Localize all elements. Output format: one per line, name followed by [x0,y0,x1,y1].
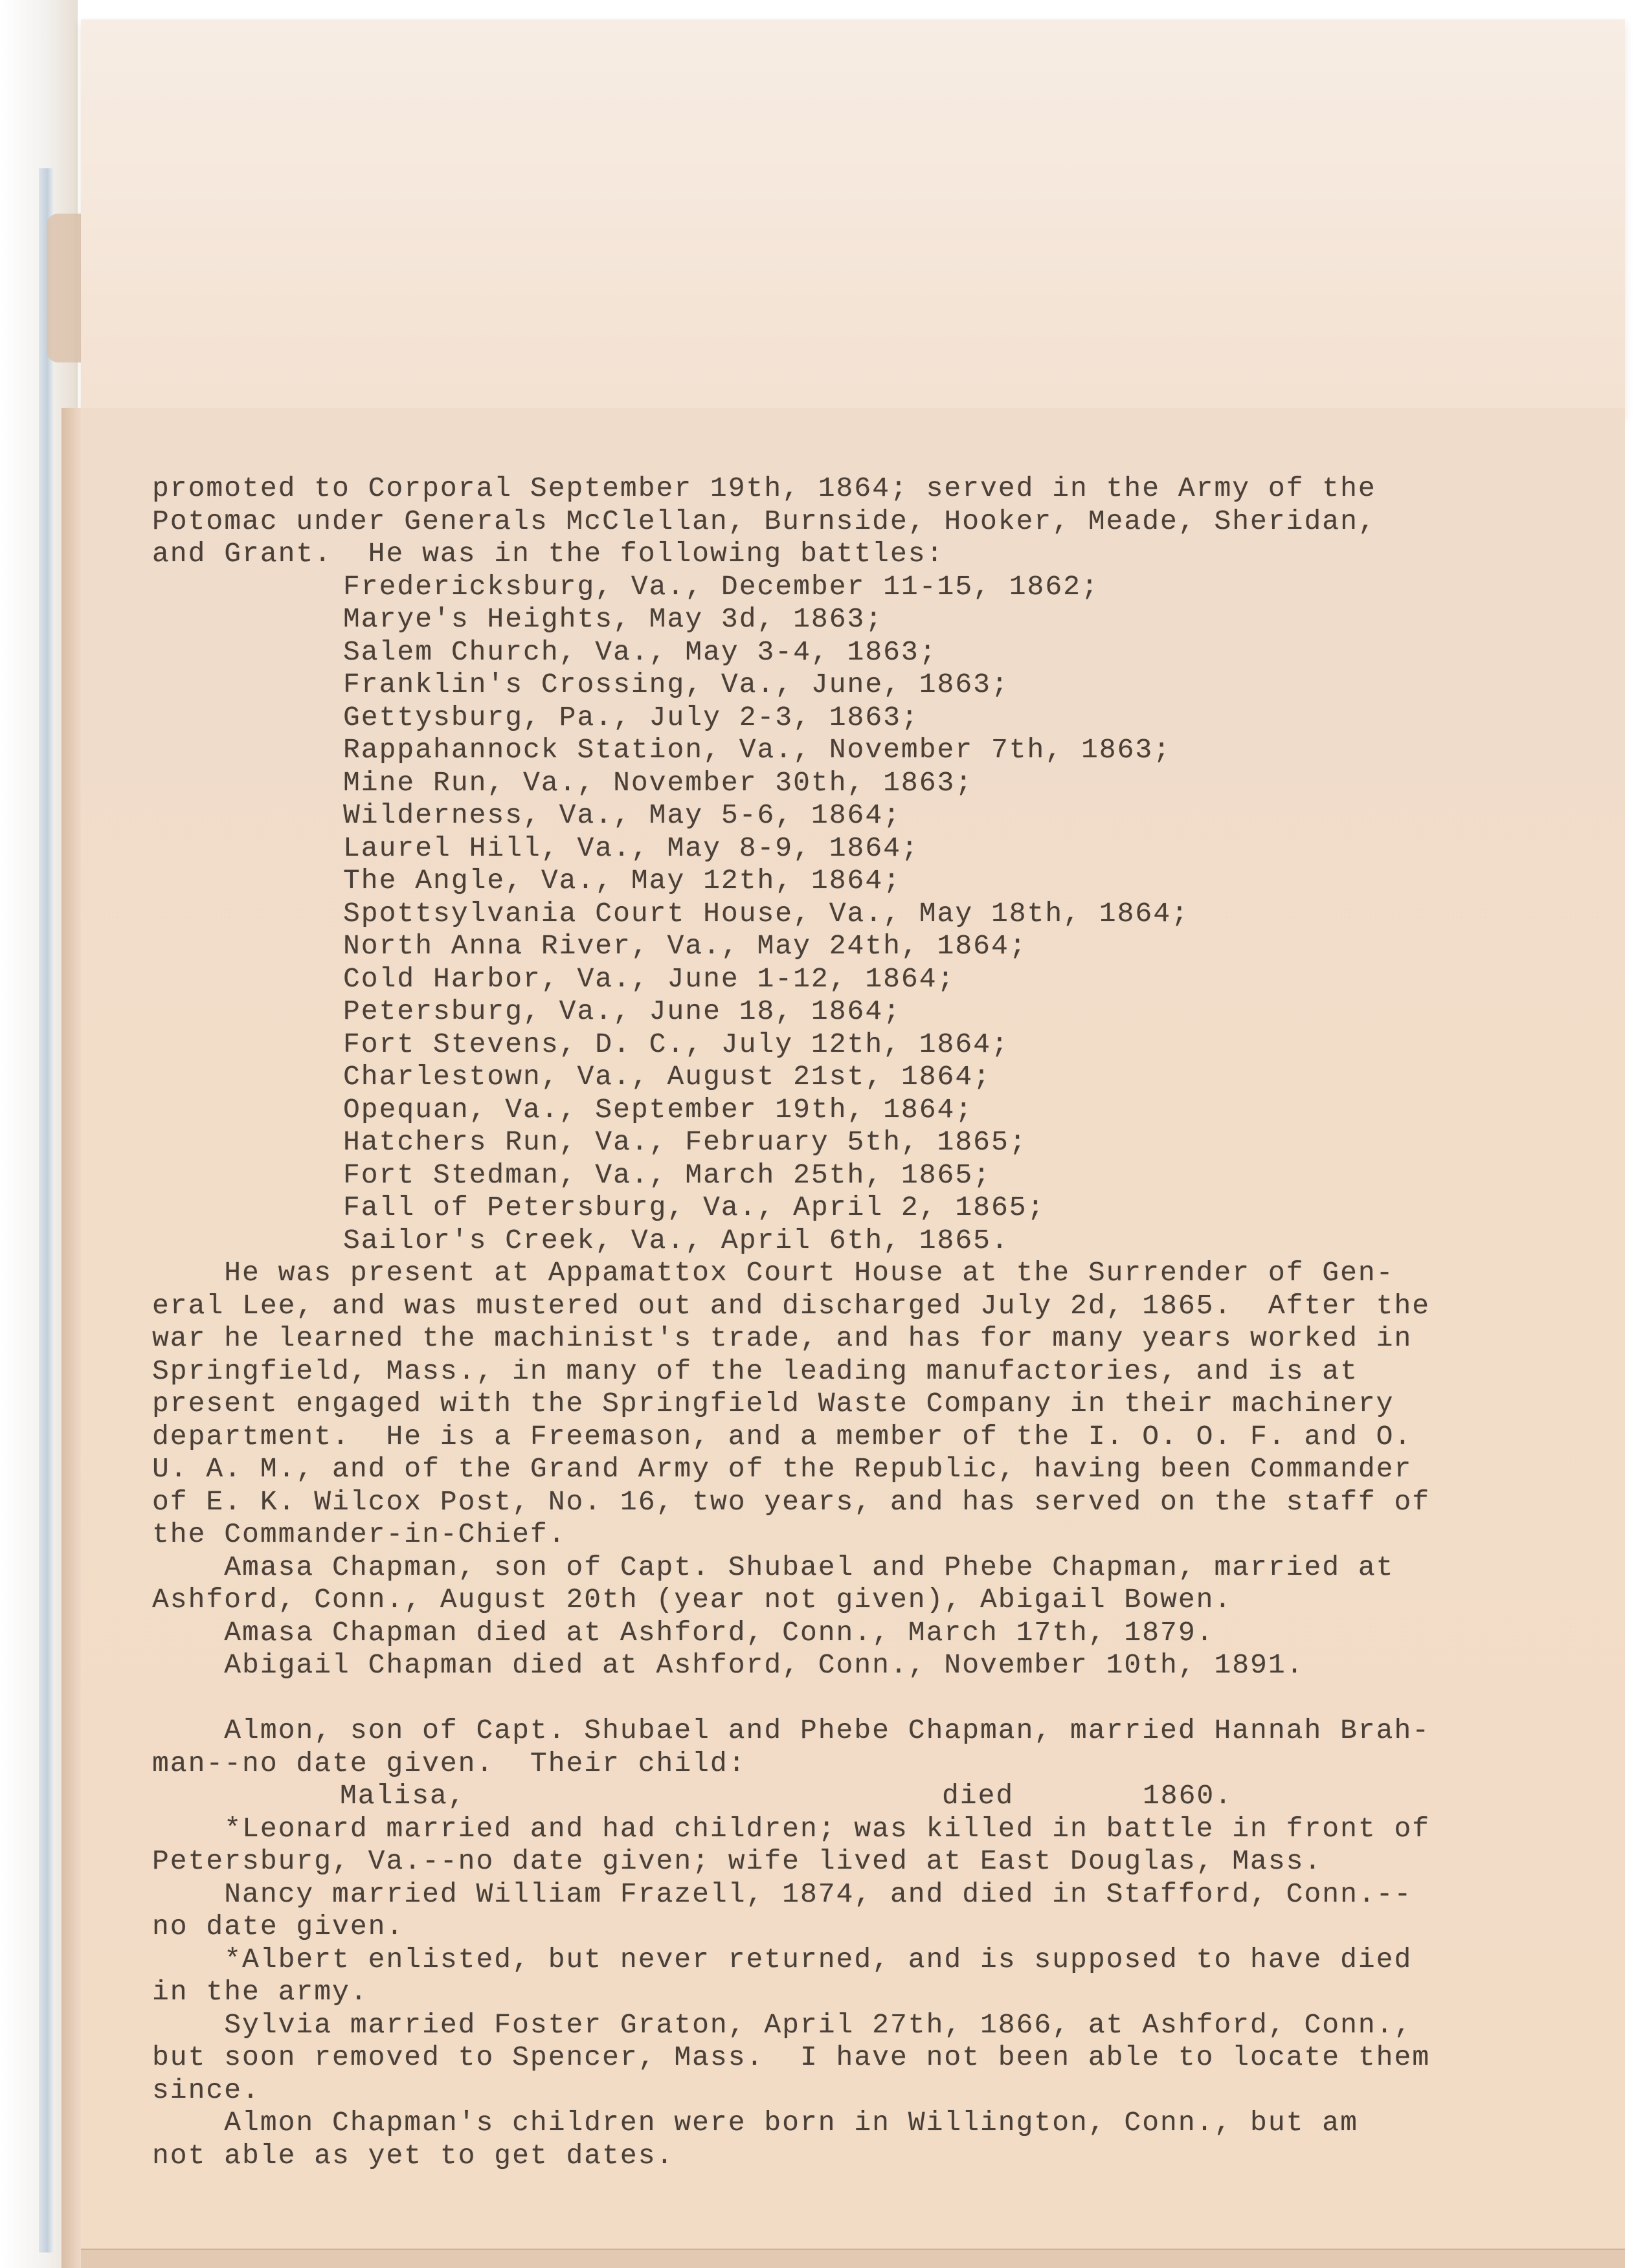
text-line: Potomac under Generals McClellan, Burnside, Hooker, Meade, Sheridan, [152,505,1376,537]
battle-item: Sailor's Creek, Va., April 6th, 1865. [343,1224,1009,1256]
battle-item: Fredericksburg, Va., December 11-15, 1862; [343,570,1099,603]
battle-item: The Angle, Va., May 12th, 1864; [343,865,901,896]
child-entry [152,1780,1596,1813]
battle-item: Marye's Heights, May 3d, 1863; [343,603,884,635]
text-line: promoted to Corporal September 19th, 1864; served in the Army of the [152,472,1376,504]
battle-item: Fort Stevens, D. C., July 12th, 1864; [343,1028,1009,1060]
text-line: U. A. M., and of the Grand Army of the Republic, having been Commander [152,1453,1413,1485]
battle-item: Franklin's Crossing, Va., June, 1863; [343,669,1009,700]
battle-list [152,571,1596,1258]
text-line: man--no date given. Their child: [152,1747,746,1779]
text-line: Abigail Chapman died at Ashford, Conn., November 10th, 1891. [152,1649,1305,1681]
battle-item: North Anna River, Va., May 24th, 1864; [343,930,1027,962]
intro-block [152,472,1596,571]
text-line: present engaged with the Springfield Waste Company in their machinery [152,1388,1395,1419]
text-line: department. He is a Freemason, and a member of the I. O. O. F. and O. [152,1420,1413,1452]
battle-item: Wilderness, Va., May 5-6, 1864; [343,799,901,831]
text-line: Springfield, Mass., in many of the leading manufactories, and is at [152,1355,1358,1387]
text-line: the Commander-in-Chief. [152,1518,566,1550]
battle-item: Opequan, Va., September 19th, 1864; [343,1093,974,1126]
battle-item: Salem Church, Va., May 3-4, 1863; [343,636,937,668]
text-line: of E. K. Wilcox Post, No. 16, two years, and has served on the staff of [152,1485,1431,1518]
text-line: in the army. [152,1976,368,2008]
text-line: Petersburg, Va.--no date given; wife lived at East Douglas, Mass. [152,1845,1323,1877]
typed-text [152,472,1596,2172]
battle-item: Cold Harbor, Va., June 1-12, 1864; [343,962,956,995]
text-line: Amasa Chapman, son of Capt. Shubael and Phebe Chapman, married at [152,1551,1395,1583]
children-paragraphs [152,1813,1596,2173]
text-line: but soon removed to Spencer, Mass. I have not been able to locate them [152,2041,1431,2073]
battle-item: Hatchers Run, Va., February 5th, 1865; [343,1126,1027,1158]
battle-item: Rappahannock Station, Va., November 7th, 1863; [343,734,1171,766]
child-died-year: 1860. [1143,1780,1233,1812]
text-line: war he learned the machinist's trade, and has for many years worked in [152,1322,1413,1354]
amasa-paragraph [152,1551,1596,1682]
text-line: no date given. [152,1911,405,1942]
text-line: and Grant. He was in the following battles: [152,538,945,570]
battle-item: Petersburg, Va., June 18, 1864; [343,995,901,1027]
battle-item: Fort Stedman, Va., March 25th, 1865; [343,1159,991,1191]
blank-line [152,1682,1596,1715]
folded-top-sheet [81,19,1625,416]
battle-item: Mine Run, Va., November 30th, 1863; [343,766,974,799]
next-page-edge [81,2249,1625,2268]
battle-item: Laurel Hill, Va., May 8-9, 1864; [343,832,919,864]
text-line: Ashford, Conn., August 20th (year not given), Abigail Bowen. [152,1584,1233,1616]
text-line: *Leonard married and had children; was killed in battle in front of [152,1812,1431,1845]
text-line: since. [152,2074,260,2106]
text-line: eral Lee, and was mustered out and discharged July 2d, 1865. After the [152,1289,1431,1322]
battle-item: Gettysburg, Pa., July 2-3, 1863; [343,701,919,733]
text-line: not able as yet to get dates. [152,2139,675,2172]
text-line: *Albert enlisted, but never returned, and is supposed to have died [152,1943,1413,1975]
text-line: Sylvia married Foster Graton, April 27th, 1866, at Ashford, Conn., [152,2008,1413,2041]
text-line: He was present at Appamattox Court House at the Surrender of Gen- [152,1257,1395,1289]
battle-item: Charlestown, Va., August 21st, 1864; [343,1061,991,1093]
battle-item: Spottsylvania Court House, Va., May 18th, 1864; [343,897,1189,929]
battle-item: Fall of Petersburg, Va., April 2, 1865; [343,1192,1046,1223]
text-line: Amasa Chapman died at Ashford, Conn., March 17th, 1879. [152,1616,1215,1649]
child-name: Malisa, [340,1780,466,1812]
almon-paragraph [152,1715,1596,1813]
service-paragraph [152,1257,1596,1551]
text-line: Nancy married William Frazell, 1874, and died in Stafford, Conn.-- [152,1878,1413,1910]
child-died-label: died [942,1780,1014,1812]
text-line: Almon, son of Capt. Shubael and Phebe Chapman, married Hannah Brah- [152,1715,1431,1746]
text-line: Almon Chapman's children were born in Willington, Conn., but am [152,2107,1358,2139]
binder-edge [39,168,53,2252]
